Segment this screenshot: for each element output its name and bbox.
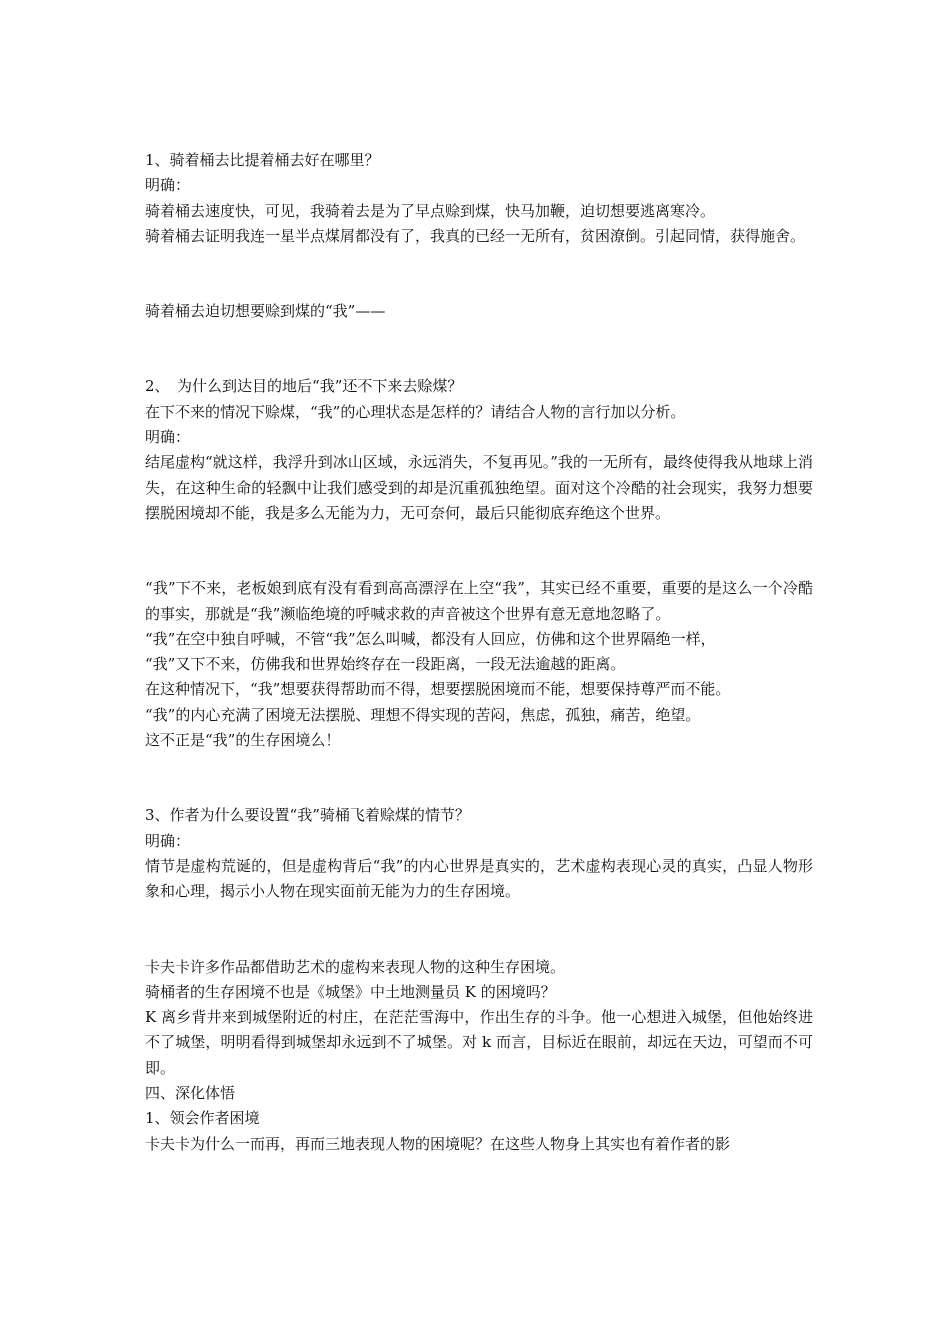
question-2-heading: 2、 为什么到达目的地后“我”还不下来去赊煤？ [145, 377, 463, 396]
answer-paragraph: 骑着桶去速度快，可见，我骑着去是为了早点赊到煤，快马加鞭，迫切想要逃离寒冷。 [145, 201, 716, 220]
analysis-conclusion: 这不正是“我”的生存困境么！ [145, 731, 341, 750]
castle-question: 骑桶者的生存困境不也是《城堡》中土地测量员 K 的困境吗？ [145, 982, 556, 1001]
question-2-subheading: 在下不来的情况下赊煤，“我”的心理状态是怎样的？请结合人物的言行加以分析。 [145, 402, 686, 421]
summary-line: 骑着桶去迫切想要赊到煤的“我”—— [145, 302, 386, 321]
castle-paragraph: K 离乡背井来到城堡附近的村庄，在茫茫雪海中，作出生存的斗争。他一心想进入城堡，但他始终进不了城堡，明明看得到城堡却永远到不了城堡。对 k 而言，目标近在眼前，却远在天边，可望而不可即。 [145, 1008, 813, 1077]
answer-paragraph: 结尾虚构“就这样，我浮升到冰山区域，永远消失，不复再见。”我的一无所有，最终使得我从地球上消失，在这种生命的轻飘中让我们感受到的却是沉重孤独绝望。面对这个冷酷的社会现实，我努力想要摆脱困境却不能，我是多么无能为力，无可奈何，最后只能彻底弃绝这个世界。 [145, 453, 813, 522]
blank-spacer [145, 526, 813, 576]
analysis-paragraph: “我”下不来，老板娘到底有没有看到高高漂浮在上空“我”，其实已经不重要，重要的是这么一个冷酷的事实，那就是“我”濒临绝境的呼喊求救的声音被这个世界有意无意地忽略了。 [145, 579, 813, 623]
analysis-line: “我”的内心充满了困境无法摆脱、理想不得实现的苦闷，焦虑，孤独，痛苦，绝望。 [145, 705, 701, 724]
blank-spacer [145, 905, 813, 955]
blank-spacer [145, 753, 813, 803]
blank-spacer [145, 324, 813, 374]
section-4-heading: 四、深化体悟 [145, 1084, 236, 1103]
document-body [145, 148, 813, 1157]
answer-paragraph: 骑着桶去证明我连一星半点煤屑都没有了，我真的已经一无所有，贫困潦倒。引起同情，获得施舍。 [145, 226, 806, 245]
analysis-line: “我”又下不来，仿佛我和世界始终存在一段距离，一段无法逾越的距离。 [145, 655, 626, 674]
answer-paragraph: 情节是虚构荒诞的，但是虚构背后“我”的内心世界是真实的，艺术虚构表现心灵的真实，凸显人物形象和心理，揭示小人物在现实面前无能为力的生存困境。 [145, 856, 813, 901]
answer-label: 明确： [145, 176, 191, 195]
final-paragraph-line: 卡夫卡为什么一而再，再而三地表现人物的困境呢？在这些人物身上其实也有着作者的影 [145, 1134, 731, 1153]
question-3-heading: 3、作者为什么要设置“我”骑桶飞着赊煤的情节？ [145, 806, 470, 825]
blank-spacer [145, 249, 813, 299]
analysis-line: 在这种情况下，“我”想要获得帮助而不得，想要摆脱困境而不能，想要保持尊严而不能。 [145, 680, 731, 699]
answer-label: 明确： [145, 831, 191, 850]
analysis-line: “我”在空中独自呼喊，不管“我”怎么叫喊，都没有人回应，仿佛和这个世界隔绝一样， [145, 629, 716, 648]
answer-label: 明确： [145, 428, 191, 447]
question-1-heading: 1、骑着桶去比提着桶去好在哪里？ [145, 151, 380, 169]
kafka-line: 卡夫卡许多作品都借助艺术的虚构来表现人物的这种生存困境。 [145, 957, 566, 976]
subsection-1-heading: 1、领会作者困境 [145, 1109, 260, 1128]
